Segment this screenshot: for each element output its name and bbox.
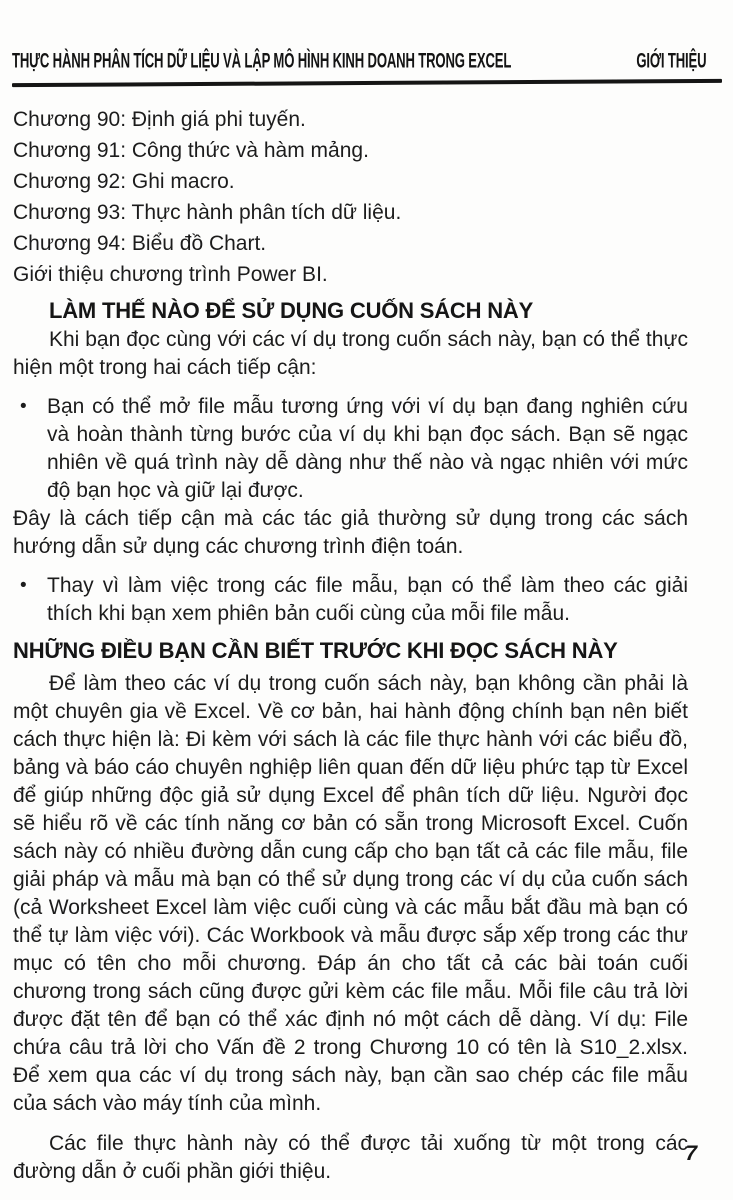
bullet-2-text: Thay vì làm việc trong các file mẫu, bạn có thể làm theo các giải thích khi bạn xem phiên bản cuối cùng của mỗi file mẫu. (47, 574, 688, 625)
chapter-item-powerbi: Giới thiệu chương trình Power BI. (13, 263, 328, 286)
page-number: 7 (685, 1142, 697, 1165)
header-rule (12, 79, 722, 87)
running-header (12, 50, 722, 85)
running-title: THỰC HÀNH PHÂN TÍCH DỮ LIỆU VÀ LẬP MÔ HÌNH KINH DOANH TRONG EXCEL (12, 50, 512, 73)
chapter-item-91: Chương 91: Công thức và hàm mảng. (13, 139, 369, 162)
bullet-1-continuation: Đây là cách tiếp cận mà các tác giả thường sử dụng trong các sách hướng dẫn sử dụng các chương trình điện toán. (13, 507, 688, 558)
page-content (13, 104, 688, 1186)
closing-paragraph: Các file thực hành này có thể được tải xuống từ một trong các đường dẫn ở cuối phần giới thiệu. (13, 1132, 688, 1183)
chapter-item-92: Chương 92: Ghi macro. (13, 170, 235, 193)
bullet-dot-icon: • (20, 396, 27, 417)
how-to-use-intro: Khi bạn đọc cùng với các ví dụ trong cuốn sách này, bạn có thể thực hiện một trong hai cách tiếp cận: (13, 328, 688, 379)
bullet-1-text: Bạn có thể mở file mẫu tương ứng với ví dụ bạn đang nghiên cứu và hoàn thành từng bước của ví dụ khi bạn đọc sách. Bạn sẽ ngạc nhiên về quá trình này dễ dàng như thế nào và ngạc nhiên với mức độ bạn học và giữ lại được. (47, 395, 688, 502)
bullet-dot-icon: • (20, 575, 27, 596)
chapter-list (13, 104, 688, 290)
running-header-row (12, 50, 722, 74)
chapter-item-93: Chương 93: Thực hành phân tích dữ liệu. (13, 201, 402, 224)
bullet-item-1 (13, 393, 688, 505)
chapter-item-90: Chương 90: Định giá phi tuyến. (13, 108, 306, 131)
before-reading-body: Để làm theo các ví dụ trong cuốn sách này, bạn không cần phải là một chuyên gia về Excel. Về cơ bản, hai hành động chính bạn nên biết cách thực hiện là: Đi kèm với sách là các file thực hành với các biểu đồ, bảng và báo cáo chuyên nghiệp liên quan đến dữ liệu phức tạp từ Excel để giúp những độc giả sử dụng Excel để phân tích dữ liệu. Người đọc sẽ hiểu rõ về các tính năng cơ bản có sẵn trong Microsoft Excel. Cuốn sách này có nhiều đường dẫn cung cấp cho bạn tất cả các file mẫu, file giải pháp và mẫu mà bạn có thể sử dụng trong các ví dụ của cuốn sách (cả Worksheet Excel làm việc cuối cùng và các mẫu bắt đầu mà bạn có thể tự làm việc với). Các Workbook và mẫu được sắp xếp trong các thư mục có tên cho mỗi chương. Đáp án cho tất cả các bài toán cuối chương trong sách cũng được gửi kèm các file mẫu. Mỗi file câu trả lời được đặt tên để bạn có thể xác định nó một cách dễ dàng. Ví dụ: File chứa câu trả lời cho Vấn đề 2 trong Chương 10 có tên là S10_2.xlsx. Để xem qua các ví dụ trong sách này, bạn cần sao chép các file mẫu của sách vào máy tính của mình. (13, 672, 688, 1115)
running-section-label: GIỚI THIỆU (636, 50, 707, 73)
section-heading-how-to-use: LÀM THẾ NÀO ĐỂ SỬ DỤNG CUỐN SÁCH NÀY (49, 298, 534, 323)
section-heading-before-reading: NHỮNG ĐIỀU BẠN CẦN BIẾT TRƯỚC KHI ĐỌC SÁCH NÀY (13, 638, 618, 663)
bullet-item-2 (13, 572, 688, 628)
chapter-item-94: Chương 94: Biểu đồ Chart. (13, 232, 267, 255)
